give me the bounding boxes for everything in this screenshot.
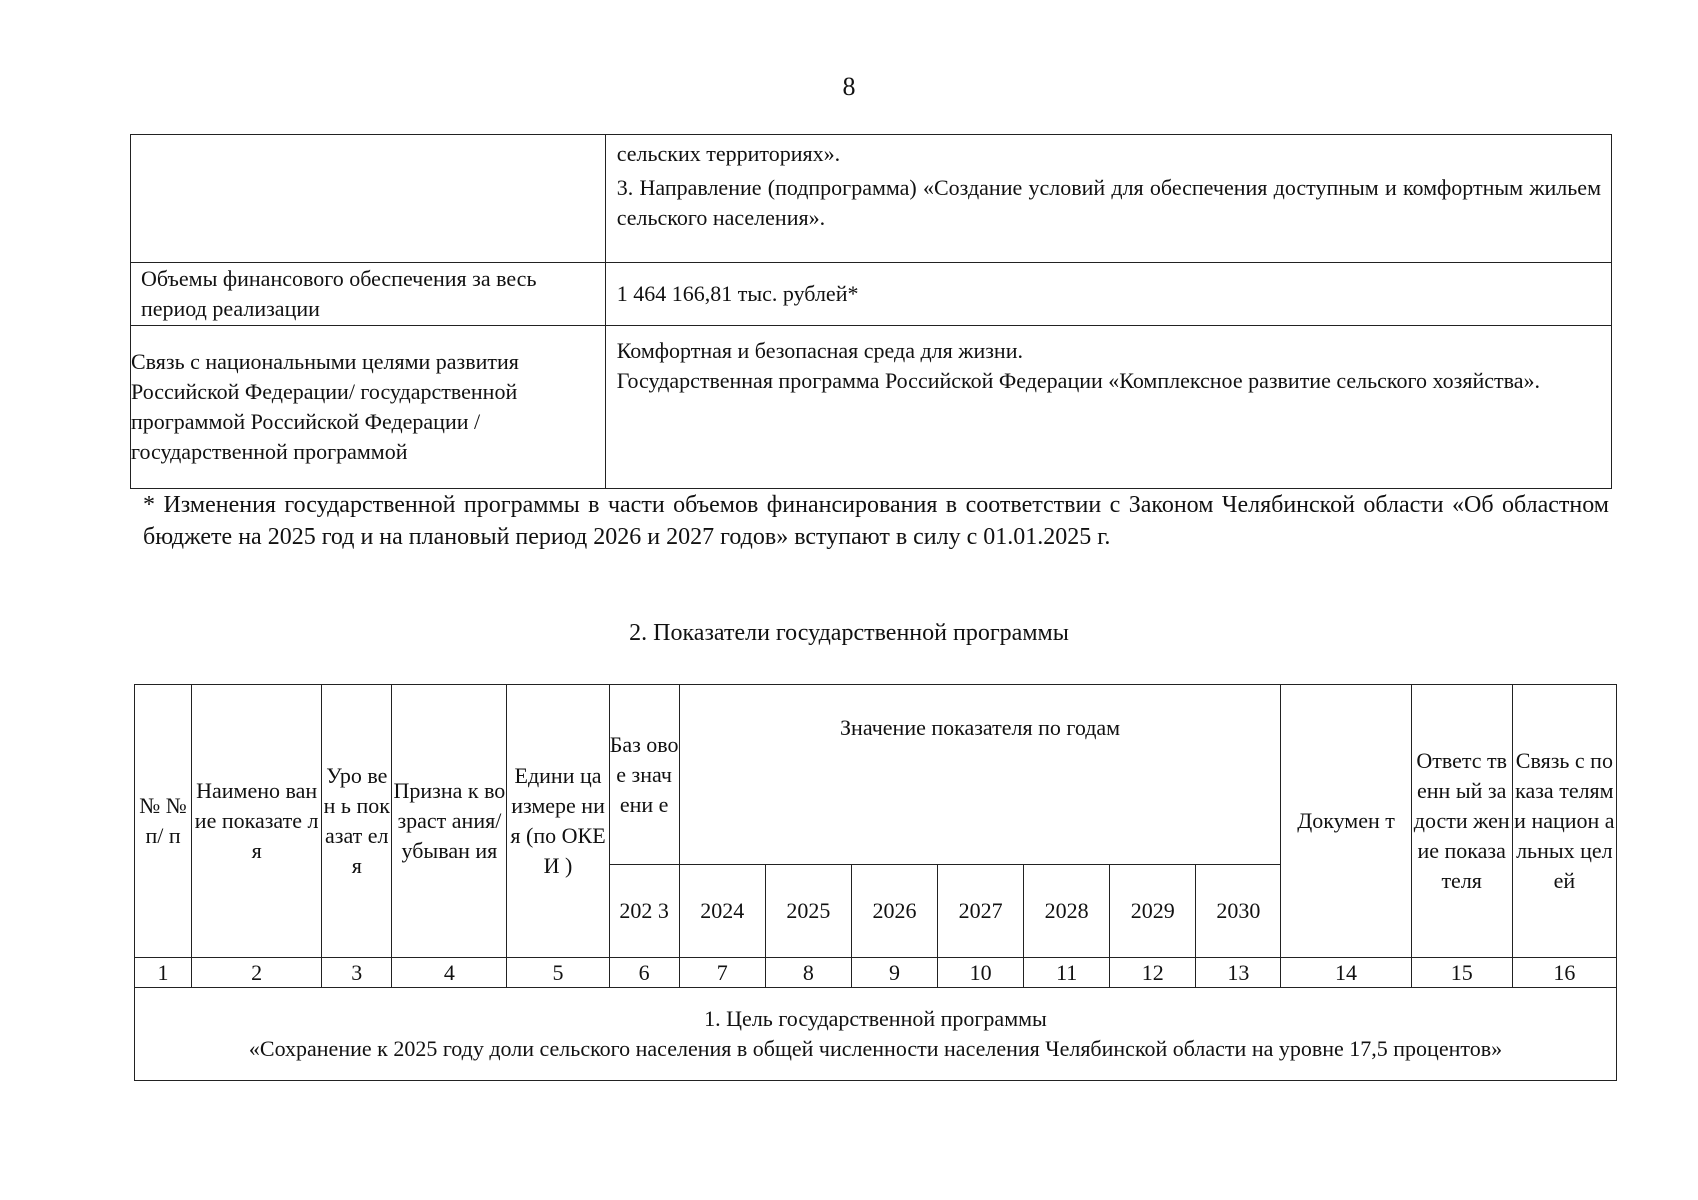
column-number: 6 (609, 958, 679, 988)
column-number: 3 (322, 958, 392, 988)
passport-table (130, 134, 1612, 489)
column-number: 13 (1196, 958, 1281, 988)
directions-line: сельских территориях». (616, 141, 841, 166)
column-number: 12 (1110, 958, 1196, 988)
column-number: 16 (1512, 958, 1616, 988)
column-number: 15 (1411, 958, 1512, 988)
funding-label: Объемы финансового обеспечения за весь период реализации (131, 263, 606, 326)
goal-cell (135, 988, 1617, 1081)
header-year: 2025 (765, 865, 851, 958)
funding-value: 1 464 166,81 тыс. рублей* (605, 263, 1611, 326)
national-goals-value (605, 326, 1611, 489)
national-goal-line: Комфортная и безопасная среда для жизни. (616, 338, 1023, 363)
passport-row-funding (131, 263, 1612, 326)
header-year: 2024 (679, 865, 765, 958)
column-number: 1 (135, 958, 192, 988)
header-base: Баз ово е знач ени е (609, 685, 679, 865)
header-base-year: 202 3 (609, 865, 679, 958)
header-responsible: Ответс твенн ый за дости жение показа теля (1411, 685, 1512, 958)
header-year: 2026 (851, 865, 937, 958)
column-number: 9 (851, 958, 937, 988)
passport-cell-directions (605, 135, 1611, 263)
column-number: 5 (507, 958, 609, 988)
column-number: 11 (1024, 958, 1110, 988)
header-document: Докумен т (1281, 685, 1411, 958)
passport-row-national-goals (131, 326, 1612, 489)
header-year: 2029 (1110, 865, 1196, 958)
page-number: 8 (842, 72, 856, 101)
goal-title: 1. Цель государственной программы (704, 1006, 1047, 1031)
header-name: Наимено вание показате ля (192, 685, 322, 958)
section-title: 2. Показатели государственной программы (629, 620, 1069, 646)
passport-row-directions (131, 135, 1612, 263)
header-link: Связь с показа телями национ альных целей (1512, 685, 1616, 958)
column-number: 8 (765, 958, 851, 988)
column-number: 2 (192, 958, 322, 988)
header-unit: Едини ца измере ния (по ОКЕИ ) (507, 685, 609, 958)
header-year: 2027 (938, 865, 1024, 958)
header-year: 2028 (1024, 865, 1110, 958)
indicators-header-row (135, 685, 1617, 865)
header-num: № № п/ п (135, 685, 192, 958)
column-number: 14 (1281, 958, 1411, 988)
column-number: 7 (679, 958, 765, 988)
goal-text: «Сохранение к 2025 году доли сельского населения в общей численности населения Челябинской области на уровне 17,5 процентов» (248, 1036, 1503, 1061)
goal-row (135, 988, 1617, 1081)
column-number: 4 (392, 958, 507, 988)
national-goal-line: Государственная программа Российской Федерации «Комплексное развитие сельского хозяйства». (616, 368, 1540, 393)
directions-line: 3. Направление (подпрограмма) «Создание условий для обеспечения доступным и комфортным жильем сельского населения». (616, 175, 1601, 230)
footnote: * Изменения государственной программы в части объемов финансирования в соответствии с Законом Челябинской области «Об областном бюджете на 2025 год и на плановый период 2026 и 2027 годов» вступают в силу с 01.01.2025 г. (143, 492, 1609, 550)
header-year: 2030 (1196, 865, 1281, 958)
column-numbers-row (135, 958, 1617, 988)
header-level: Уро вен ь пок азат еля (322, 685, 392, 958)
passport-cell-empty (131, 135, 606, 263)
header-years-group: Значение показателя по годам (679, 685, 1281, 865)
header-sign: Призна к возраст ания/ убыван ия (392, 685, 507, 958)
column-number: 10 (938, 958, 1024, 988)
indicators-table (134, 684, 1617, 1081)
national-goals-label: Связь с национальными целями развития Российской Федерации/ государственной программой Российской Федерации /государственной программой (131, 326, 606, 489)
